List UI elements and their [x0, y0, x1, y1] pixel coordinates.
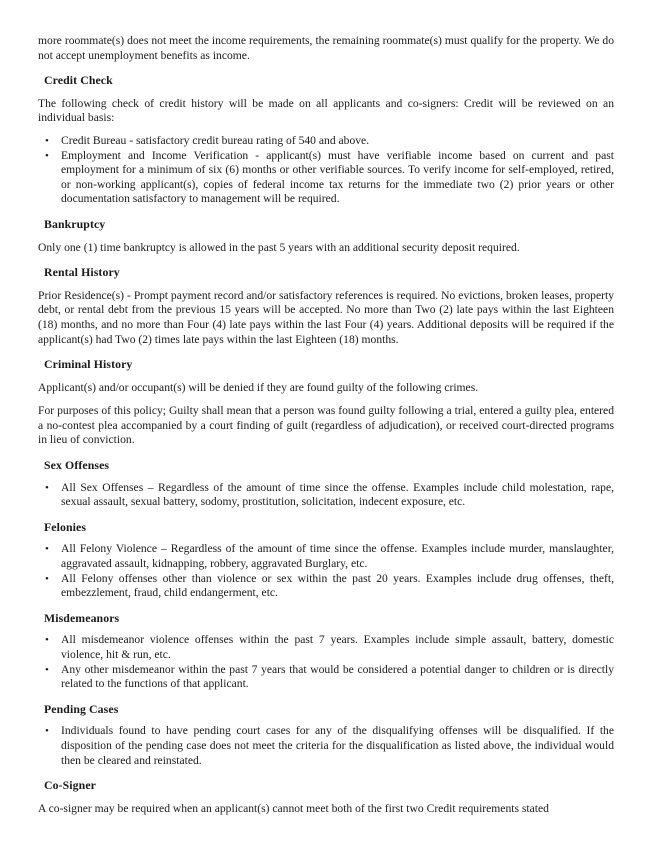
bankruptcy-text: Only one (1) time bankruptcy is allowed in the past 5 years with an additional security deposit required.	[38, 240, 520, 254]
bullet-icon: •	[45, 572, 49, 585]
bullet-icon: •	[45, 149, 49, 162]
co-signer-text: A co-signer may be required when an applicant(s) cannot meet both of the first two Credit requirements stated	[38, 801, 549, 815]
pending-cases-heading: Pending Cases	[44, 701, 119, 716]
list-item: • All misdemeanor violence offenses within the past 7 years. Examples include simple assault, battery, domestic violence, hit & run, etc.	[45, 633, 614, 661]
credit-check-heading: Credit Check	[44, 73, 113, 88]
intro-paragraph: more roommate(s) does not meet the income requirements, the remaining roommate(s) must qualify for the property. We do not accept unemployment benefits as income.	[38, 34, 614, 62]
list-item: • Any other misdemeanor within the past 7 years that would be considered a potential danger to children or is directly related to the functions of that applicant.	[45, 662, 614, 691]
rental-history-text: Prior Residence(s) - Prompt payment record and/or satisfactory references is required. No evictions, broken leases, property debt, or rental debt from the previous 15 years will be accepted. No more than Two (2) late pays within the last Eighteen (18) months, and no more than Four (4) late pays within the last Four (4) years. Additional deposits will be required if the applicant(s) had Two (2) times late pays within the last Eighteen (18) months.	[38, 288, 614, 346]
credit-check-intro: The following check of credit history will be made on all applicants and co-signers: Credit will be reviewed on an individual basis:	[38, 96, 614, 125]
felonies-list	[38, 542, 614, 600]
list-item: • Individuals found to have pending court cases for any of the disqualifying offenses will be disqualified. If the disposition of the pending case does not meet the criteria for the disqualification as listed above, the individual would then be cleared and reinstated.	[45, 724, 614, 767]
credit-check-list	[38, 134, 614, 207]
sex-offenses-list	[38, 481, 614, 510]
rental-history-heading: Rental History	[44, 265, 120, 280]
criminal-history-heading: Criminal History	[44, 357, 133, 372]
bullet-icon: •	[45, 481, 49, 494]
bullet-icon: •	[45, 634, 49, 647]
list-item: • Credit Bureau - satisfactory credit bureau rating of 540 and above.	[45, 133, 370, 147]
sex-offenses-heading: Sex Offenses	[44, 458, 110, 473]
misdemeanors-list	[38, 633, 614, 691]
list-item: • All Sex Offenses – Regardless of the amount of time since the offense. Examples include child molestation, rape, sexual assault, sexual battery, sodomy, prostitution, solicitation, indecent exposure, etc.	[45, 480, 614, 509]
list-item: • All Felony Violence – Regardless of the amount of time since the offense. Examples include murder, manslaughter, aggravated assault, kidnapping, robbery, aggravated Burglary, etc.	[45, 542, 614, 571]
co-signer-heading: Co-Signer	[44, 778, 97, 793]
bullet-icon: •	[45, 134, 49, 147]
bullet-icon: •	[45, 543, 49, 556]
bankruptcy-heading: Bankruptcy	[44, 216, 106, 231]
felonies-heading: Felonies	[44, 519, 87, 534]
criminal-history-text-1: Applicant(s) and/or occupant(s) will be denied if they are found guilty of the following crimes.	[38, 380, 479, 394]
list-item: • Employment and Income Verification - applicant(s) must have verifiable income based on current and past employment for a minimum of six (6) months or other verifiable sources. To verify income for self-employed, retired, or non-working applicant(s), copies of federal income tax returns for the immediate two (2) prior years or other documentation satisfactory to management will be required.	[45, 148, 614, 206]
criminal-history-text-2: For purposes of this policy; Guilty shall mean that a person was found guilty following a trial, entered a guilty plea, entered a no-contest plea accompanied by a court finding of guilt (regardless of adjudication), or received court-directed programs in lieu of conviction.	[38, 404, 614, 447]
list-item: • All Felony offenses other than violence or sex within the past 20 years. Examples include drug offenses, theft, embezzlement, fraud, child endangerment, etc.	[45, 571, 614, 600]
bullet-icon: •	[45, 663, 49, 676]
pending-cases-list	[38, 724, 614, 768]
bullet-icon: •	[45, 725, 49, 738]
misdemeanors-heading: Misdemeanors	[44, 610, 120, 625]
